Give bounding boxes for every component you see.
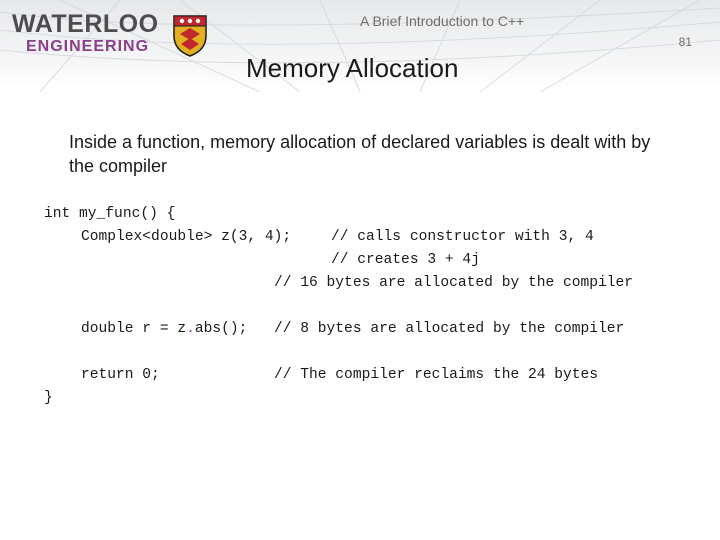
code-comment-ctor: // calls constructor with 3, 4: [331, 229, 594, 245]
code-double-decl-post: abs();: [194, 321, 248, 337]
slide-title: Memory Allocation: [246, 53, 459, 83]
course-title: A Brief Introduction to C++: [360, 13, 525, 29]
logo-text-waterloo: WATERLOO: [12, 10, 159, 38]
code-comment-16-bytes: // 16 bytes are allocated by the compiler: [274, 275, 634, 291]
code-double-decl-pre: double r = z: [81, 321, 187, 337]
logo-text-engineering: ENGINEERING: [26, 38, 150, 55]
code-line-return: return 0;: [81, 367, 160, 383]
code-line-complex-decl: Complex<double> z(3, 4);: [81, 229, 292, 245]
code-line-double-decl: [81, 320, 247, 338]
code-comment-reclaim: // The compiler reclaims the 24 bytes: [274, 367, 599, 383]
code-comment-creates: // creates 3 + 4j: [331, 252, 480, 268]
code-comment-8-bytes: // 8 bytes are allocated by the compiler: [274, 321, 625, 337]
intro-paragraph: Inside a function, memory allocation of declared variables is dealt with by the compiler: [69, 132, 651, 176]
university-crest-icon: [172, 14, 208, 58]
code-double-decl-dot: .: [186, 321, 195, 337]
code-line-func-decl: int my_func() {: [44, 206, 176, 222]
waterloo-engineering-logo: [12, 10, 212, 60]
code-line-close-brace: }: [44, 390, 53, 406]
page-number: 81: [678, 35, 692, 49]
